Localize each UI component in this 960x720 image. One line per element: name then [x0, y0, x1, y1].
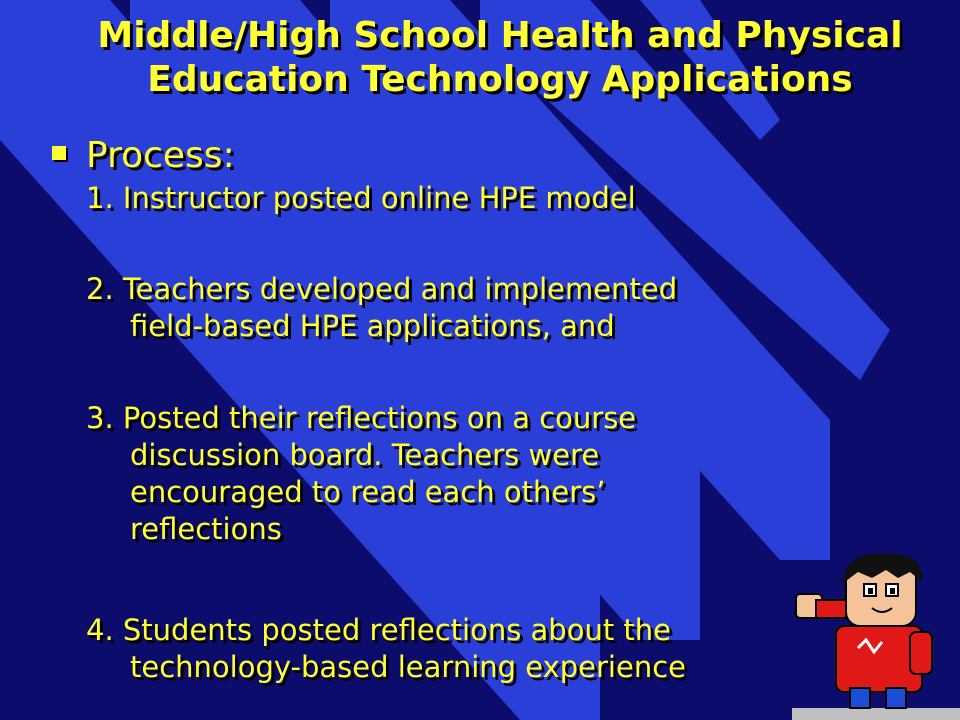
step-number: 1.: [86, 181, 114, 215]
slide-title: [40, 14, 960, 102]
step-2: [86, 271, 677, 345]
title-line-1: Middle/High School Health and Physical: [97, 15, 903, 56]
step-text-cont: encouraged to read each others’: [130, 475, 606, 509]
step-4: [86, 612, 686, 686]
step-text: Instructor posted online HPE model: [122, 181, 636, 215]
cartoon-boy-clipart: [786, 548, 960, 720]
step-1: [86, 180, 636, 217]
step-number: 3.: [86, 401, 114, 435]
step-text-cont: discussion board. Teachers were: [130, 438, 600, 472]
step-text: Posted their reflections on a course: [122, 401, 637, 435]
step-text-cont: technology-based learning experience: [130, 650, 686, 684]
bullet-heading: Process:: [86, 135, 235, 176]
step-text: Teachers developed and implemented: [122, 272, 678, 306]
step-text-cont: field-based HPE applications, and: [130, 309, 615, 343]
title-line-2: Education Technology Applications: [147, 59, 853, 100]
step-text: Students posted reflections about the: [122, 613, 672, 647]
step-3: [86, 400, 636, 548]
square-bullet-icon: [52, 146, 66, 160]
step-number: 4.: [86, 613, 114, 647]
step-text-cont: reflections: [130, 512, 282, 546]
step-number: 2.: [86, 272, 114, 306]
